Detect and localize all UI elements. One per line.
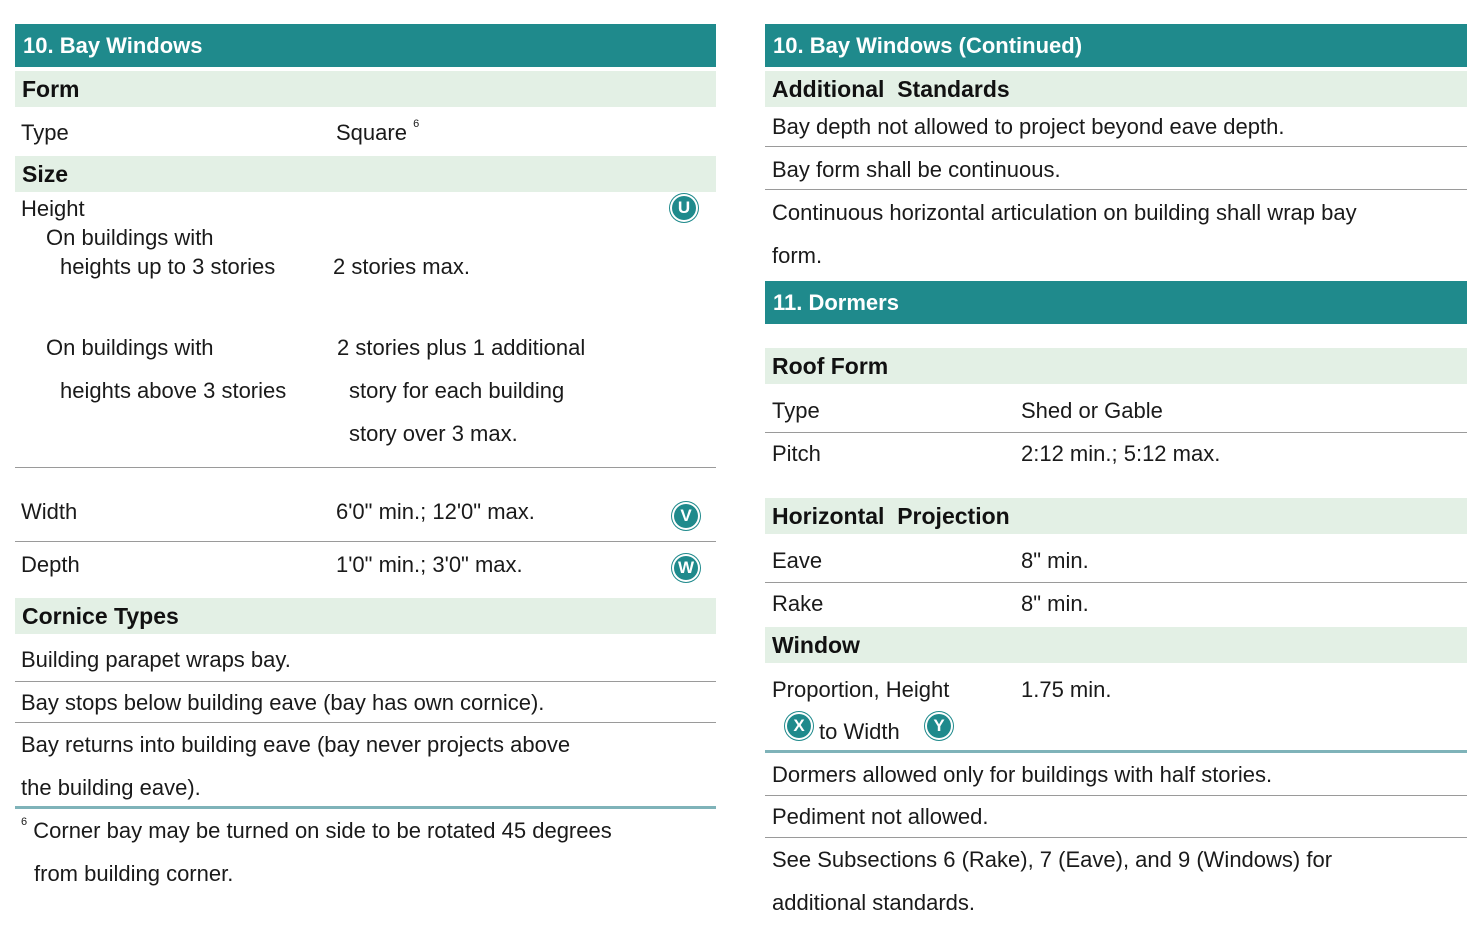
width-value: 6'0" min.; 12'0" max. [336,499,535,524]
divider [15,722,716,723]
roof-form-heading: Roof Form [765,348,1467,384]
roof-type-label: Type [772,398,820,423]
proportion-y-badge: Y [925,712,953,740]
height-case2-line2: heights above 3 stories [60,378,287,403]
window-heading: Window [765,627,1467,663]
pitch-label: Pitch [772,441,821,466]
divider [765,837,1467,838]
type-value-text: Square [336,120,407,145]
height-case1-value: 2 stories max. [333,254,470,279]
section-rule [765,750,1467,753]
additional-item-3-line2: form. [772,243,823,268]
type-label: Type [21,120,69,145]
eave-label: Eave [772,548,823,573]
cornice-item-2: Bay stops below building eave (bay has own cornice). [21,690,545,715]
height-u-badge: U [670,194,698,222]
divider [15,681,716,682]
height-case1-line2: heights up to 3 stories [60,254,276,279]
bay-windows-continued-header: 10. Bay Windows (Continued) [765,24,1467,67]
dormer-note-1: Dormers allowed only for buildings with half stories. [772,762,1273,787]
additional-item-3-line1: Continuous horizontal articulation on building shall wrap bay [772,200,1357,225]
depth-value: 1'0" min.; 3'0" max. [336,552,523,577]
cornice-item-3-line1: Bay returns into building eave (bay never projects above [21,732,571,757]
width-label: Width [21,499,78,524]
divider [15,541,716,542]
divider [765,795,1467,796]
height-case2-value3: story over 3 max. [349,421,518,446]
type-value [336,120,419,146]
additional-standards-heading: Additional Standards [765,71,1467,107]
footnote-ref: 6 [21,816,28,828]
cornice-types-heading: Cornice Types [15,598,716,634]
rake-label: Rake [772,591,824,616]
height-case1-line1: On buildings with [46,225,214,250]
proportion-x-badge: X [785,712,813,740]
roof-type-value: Shed or Gable [1021,398,1163,423]
size-heading: Size [15,156,716,192]
additional-item-2: Bay form shall be continuous. [772,157,1061,182]
section-end-rule [15,806,716,809]
form-heading: Form [15,71,716,107]
rake-value: 8" min. [1021,591,1089,616]
dormer-note-2: Pediment not allowed. [772,804,989,829]
dormer-note-3-line1: See Subsections 6 (Rake), 7 (Eave), and 9 (Windows) for [772,847,1333,872]
footnote-text: Corner bay may be turned on side to be rotated 45 degrees [33,818,612,843]
eave-value: 8" min. [1021,548,1089,573]
additional-item-1: Bay depth not allowed to project beyond eave depth. [772,114,1285,139]
pitch-value: 2:12 min.; 5:12 max. [1021,441,1221,466]
depth-w-badge: W [672,554,700,582]
width-v-badge: V [672,502,700,530]
footnote-line1 [21,818,612,844]
divider [765,189,1467,190]
divider [765,432,1467,433]
divider [765,146,1467,147]
height-case2-value1: 2 stories plus 1 additional [337,335,586,360]
proportion-label: Proportion, Height [772,677,950,702]
depth-label: Depth [21,552,80,577]
proportion-to-width: to Width [819,719,900,744]
divider [765,582,1467,583]
dormers-header: 11. Dormers [765,281,1467,324]
cornice-item-1: Building parapet wraps bay. [21,647,291,672]
height-label: Height [21,196,85,221]
horizontal-projection-heading: Horizontal Projection [765,498,1467,534]
proportion-value: 1.75 min. [1021,677,1112,702]
dormer-note-3-line2: additional standards. [772,890,976,915]
bay-windows-header: 10. Bay Windows [15,24,716,67]
footnote-line2: from building corner. [34,861,234,886]
type-note-ref: 6 [413,118,420,130]
height-case2-value2: story for each building [349,378,565,403]
cornice-item-3-line2: the building eave). [21,775,201,800]
divider [15,467,716,468]
height-case2-line1: On buildings with [46,335,214,360]
